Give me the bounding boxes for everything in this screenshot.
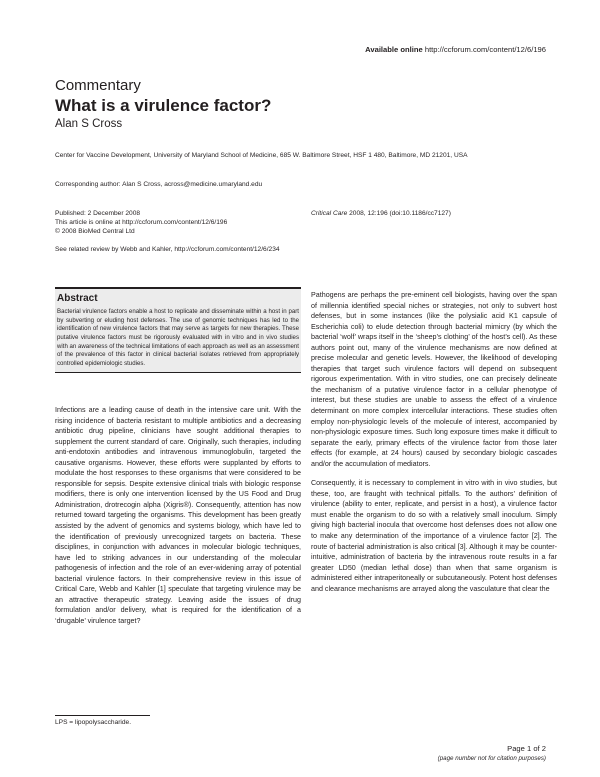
page-note: (page number not for citation purposes): [437, 755, 546, 762]
online-at: This article is online at http://ccforum.com/content/12/6/196: [55, 219, 228, 226]
availability-line: [365, 45, 546, 54]
corresponding-author: Corresponding author: Alan S Cross, across@medicine.umaryland.edu: [55, 181, 263, 188]
available-label: Available online: [365, 45, 423, 54]
article-type: Commentary: [55, 77, 141, 94]
published-date: Published: 2 December 2008: [55, 210, 141, 217]
page-number: Page 1 of 2: [507, 744, 546, 753]
abstract-box: [55, 287, 301, 373]
right-column: [311, 290, 557, 594]
citation: [311, 209, 451, 218]
body-paragraph: Pathogens are perhaps the pre-eminent cell biologists, having over the span of millennia identified special niches or strategies, not only to subvert host defenses, but in some instances (like the polysialic acid K1 capsule of Escherichia coli) to elude detection through bacterial mimicry (by which the bacterial ‘wolf’ wraps itself in the ‘sheep’s clothing’ of the host’s cell). As these authors point out, many of the virulence mechanisms are now defined at precise molecular and genetic levels. However, the likelihood of developing therapies that target such virulence factors will depend on subsequent rigorous experimentation. With in vitro studies, one can precisely delineate the mechanism of a putative virulence factor in a cellular phenotype of interest, but these studies are unable to assess the effect of a virulence determinant on more complex intercellular interactions. These studies often employ non-physiologic levels of the molecule of interest, accompanied by non-physiologic exposure times. Such long exposure times make it difficult to separate the early, primary effects of the virulence factor from those later effects (for example, at 24 hours) caused by secondary biologic cascades and/or the accumulation of mediators.: [311, 291, 557, 468]
footnote-rule: [55, 715, 150, 716]
affiliation: Center for Vaccine Development, University of Maryland School of Medicine, 685 W. Baltimore Street, HSF 1 480, Baltimore, MD 21201, USA: [55, 152, 468, 159]
citation-details: 2008, 12:196 (doi:10.1186/cc7127): [347, 210, 451, 217]
left-column: [55, 405, 301, 626]
citation-journal: Critical Care: [311, 210, 348, 217]
body-paragraph: Infections are a leading cause of death in the intensive care unit. With the rising incidence of bacteria resistant to multiple antibiotics and a decreasing antibiotic drug pipeline, clinicians have sought additional therapies to supplement the current standard of care. Originally, such therapies, including anti-endotoxin antibodies and intravenous immunoglobulin, targeted the causative organisms. However, these efforts were supplanted by efforts to modulate the host responses to these organisms that were considered to be responsible for sepsis. Despite extensive clinical trials with biologic response modifiers, there is only one intervention licensed by the US Food and Drug Administration, drotrecogin alpha (Xigris®). Consequently, attention has now returned toward targeting the organisms. This development has been greatly assisted by the advent of genomics and systems biology, which have led to the identification of previously unrecognized targets on bacteria. These disciplines, in conjunction with advances in molecular biologic techniques, have led to striking advances in our understanding of the molecular pathogenesis of infection and the role of an ever-widening array of potential bacterial virulence factors. In their comprehensive review in this issue of Critical Care, Webb and Kahler [1] speculate that targeting virulence may be an attractive therapeutic strategy. Leaving aside the issues of drug formulation and/or delivery, what is required for the identification of a ‘drugable’ virulence target?: [55, 406, 301, 625]
body-paragraph: Consequently, it is necessary to complement in vitro with in vivo studies, but these, too, are fraught with technical pitfalls. To the authors’ definition of virulence (ability to enter, replicate, and persist in a host), a virulence factor must enable the organism to do so with a relatively small inoculum. Simply giving high bacterial inocula that overcome host defenses does not allow one to make any determination of the importance of a virulence factor [2]. The route of bacterial administration is also critical [3]. Although it may be counter-intuitive, administration of bacteria by the intravenous route results in a far greater LD50 (median lethal dose) than when that same organism is administered either intraperitoneally or subcutaneously. Potent host defenses and clearance mechanisms are arrayed along the vasculature that clear the: [311, 479, 557, 593]
article-url[interactable]: http://ccforum.com/content/12/6/196: [424, 45, 546, 54]
article-title: What is a virulence factor?: [55, 96, 272, 115]
publication-info: [55, 209, 295, 236]
copyright: © 2008 BioMed Central Ltd: [55, 228, 135, 235]
footnote: LPS = lipopolysaccharide.: [55, 719, 132, 726]
related-review: See related review by Webb and Kahler, http://ccforum.com/content/12/6/234: [55, 246, 280, 253]
abstract-text: Bacterial virulence factors enable a host to replicate and disseminate within a host in part by subverting or eluding host defenses. The use of genomic techniques has led to the identification of new virulence factors that may serve as targets for new therapies. These putative virulence factors must be rigorously evaluated with in vitro and in vivo studies with an awareness of the technical limitations of each approach as well as an assessment of the prevalence of this factor in clinical bacterial isolates retrieved from appropriately controlled epidemiologic studies.: [57, 308, 299, 367]
abstract-heading: Abstract: [57, 293, 98, 304]
author-name: Alan S Cross: [55, 118, 123, 130]
